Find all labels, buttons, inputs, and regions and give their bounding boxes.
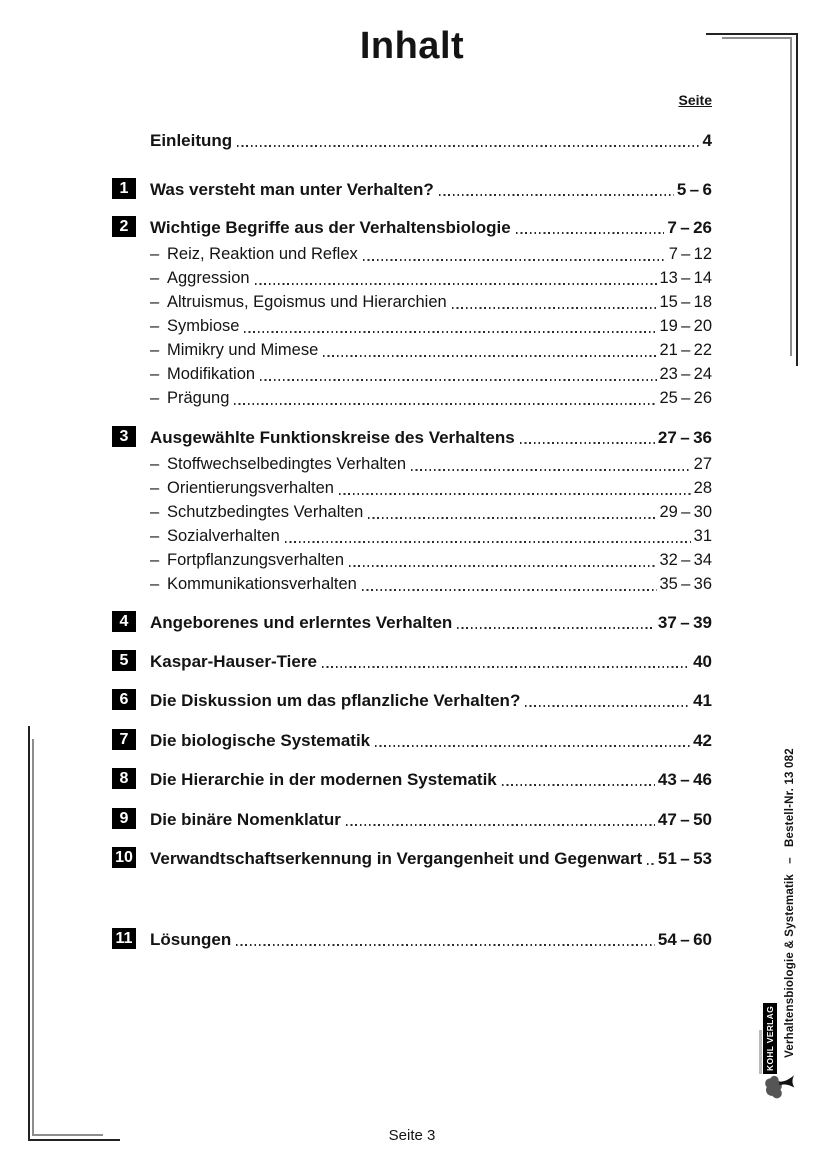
chapter-row-10 bbox=[112, 847, 712, 868]
corner-bracket-bottom-left-inner bbox=[32, 739, 103, 1136]
chapter-page-range: 5 – 6 bbox=[676, 180, 712, 199]
chapter-page-range: 40 bbox=[693, 652, 712, 671]
chapter-row-1 bbox=[112, 178, 712, 199]
sub-item-dash: – bbox=[150, 551, 160, 569]
dotted-leader bbox=[362, 589, 657, 591]
sub-item-dash: – bbox=[150, 293, 160, 311]
sub-item-page-range: 7 – 12 bbox=[668, 245, 712, 263]
dotted-leader bbox=[411, 469, 691, 471]
sub-item-label: Sozialverhalten bbox=[167, 527, 280, 545]
chapter-row-8 bbox=[112, 768, 712, 789]
chapter-number-badge: 6 bbox=[112, 689, 136, 710]
chapter-title: Was versteht man unter Verhalten? bbox=[150, 180, 434, 199]
chapter-page-range: 47 – 50 bbox=[657, 810, 712, 829]
dotted-leader bbox=[234, 403, 656, 405]
chapter-title: Kaspar-Hauser-Tiere bbox=[150, 652, 317, 671]
sub-item-page-range: 29 – 30 bbox=[659, 503, 712, 521]
sub-item-dash: – bbox=[150, 575, 160, 593]
chapter-row-4 bbox=[112, 611, 712, 632]
page-column-header: Seite bbox=[678, 92, 712, 108]
dotted-leader bbox=[439, 194, 674, 196]
chapter-title: Die Hierarchie in der modernen Systematik bbox=[150, 770, 497, 789]
chapter-title: Lösungen bbox=[150, 930, 232, 949]
sub-item-dash: – bbox=[150, 527, 160, 545]
chapter-number-badge: 4 bbox=[112, 611, 136, 632]
chapter-page-range: 54 – 60 bbox=[657, 930, 712, 949]
chapter-number-badge: 3 bbox=[112, 426, 136, 447]
dotted-leader bbox=[647, 863, 655, 865]
chapter-title: Die binäre Nomenklatur bbox=[150, 810, 341, 829]
corner-bracket-top-right-inner bbox=[722, 37, 792, 356]
sub-item-row bbox=[112, 389, 712, 408]
dotted-leader bbox=[322, 666, 690, 668]
sub-item-page-range: 35 – 36 bbox=[659, 575, 712, 593]
dotted-leader bbox=[502, 784, 655, 786]
sub-item-row bbox=[112, 503, 712, 522]
dotted-leader bbox=[339, 493, 691, 495]
sub-item-label: Aggression bbox=[167, 269, 250, 287]
sub-item-label: Mimikry und Mimese bbox=[167, 341, 319, 359]
sub-item-row bbox=[112, 245, 712, 264]
dotted-leader bbox=[457, 627, 655, 629]
publisher-logo bbox=[759, 1005, 805, 1100]
dotted-leader bbox=[520, 442, 655, 444]
dotted-leader bbox=[516, 232, 665, 234]
sub-item-row bbox=[112, 527, 712, 546]
dotted-leader bbox=[236, 944, 655, 946]
chapter-row-5 bbox=[112, 650, 712, 671]
sub-item-dash: – bbox=[150, 365, 160, 383]
chapter-page-range: 42 bbox=[693, 731, 712, 750]
sub-item-dash: – bbox=[150, 479, 160, 497]
sub-item-row bbox=[112, 269, 712, 288]
chapter-title: Ausgewählte Funktionskreise des Verhaltens bbox=[150, 428, 515, 447]
sub-item-page-range: 13 – 14 bbox=[659, 269, 712, 287]
chapter-number-badge: 5 bbox=[112, 650, 136, 671]
dotted-leader bbox=[237, 145, 699, 147]
chapter-number-badge: 11 bbox=[112, 928, 136, 949]
chapter-row-7 bbox=[112, 729, 712, 750]
chapter-number-badge: 8 bbox=[112, 768, 136, 789]
sub-item-label: Modifikation bbox=[167, 365, 256, 383]
sub-item-label: Reiz, Reaktion und Reflex bbox=[167, 245, 358, 263]
chapter-number-badge: 1 bbox=[112, 178, 136, 199]
sub-item-row bbox=[112, 365, 712, 384]
intro-page-number: 4 bbox=[702, 131, 712, 150]
dotted-leader bbox=[452, 307, 657, 309]
chapter-number-badge: 9 bbox=[112, 808, 136, 829]
sub-item-dash: – bbox=[150, 269, 160, 287]
chapter-number-badge: 10 bbox=[112, 847, 136, 868]
chapter-title: Wichtige Begriffe aus der Verhaltensbiologie bbox=[150, 218, 511, 237]
sub-item-page-range: 28 bbox=[693, 479, 712, 497]
dotted-leader bbox=[244, 331, 656, 333]
chapter-page-range: 51 – 53 bbox=[657, 849, 712, 868]
sub-item-label: Symbiose bbox=[167, 317, 240, 335]
sub-item-label: Schutzbedingtes Verhalten bbox=[167, 503, 364, 521]
toc-content bbox=[112, 0, 712, 949]
sub-item-row bbox=[112, 455, 712, 474]
chapter-page-range: 43 – 46 bbox=[657, 770, 712, 789]
sidebar-series-text: Verhaltensbiologie & Systematik – Bestell-Nr. 13 082 bbox=[784, 748, 796, 1058]
chapter-row-3 bbox=[112, 426, 712, 447]
sub-item-page-range: 32 – 34 bbox=[659, 551, 712, 569]
chapter-row-11 bbox=[112, 928, 712, 949]
chapter-row-2 bbox=[112, 216, 712, 237]
sub-item-row bbox=[112, 575, 712, 594]
dotted-leader bbox=[363, 259, 666, 261]
sub-item-page-range: 19 – 20 bbox=[659, 317, 712, 335]
dotted-leader bbox=[260, 379, 656, 381]
sub-item-row bbox=[112, 317, 712, 336]
publisher-name: KOHL VERLAG bbox=[763, 1003, 777, 1074]
sub-item-row bbox=[112, 479, 712, 498]
sub-item-row bbox=[112, 293, 712, 312]
chapter-title: Die Diskussion um das pflanzliche Verhalten? bbox=[150, 691, 521, 710]
logo-slogan-strip bbox=[759, 1030, 762, 1074]
chapter-number-badge: 7 bbox=[112, 729, 136, 750]
sub-item-page-range: 15 – 18 bbox=[659, 293, 712, 311]
sub-item-row bbox=[112, 551, 712, 570]
dotted-leader bbox=[255, 283, 657, 285]
chapter-row-6 bbox=[112, 689, 712, 710]
page-title: Inhalt bbox=[359, 25, 465, 67]
sub-item-label: Altruismus, Egoismus und Hierarchien bbox=[167, 293, 447, 311]
chapter-page-range: 41 bbox=[693, 691, 712, 710]
dotted-leader bbox=[349, 565, 656, 567]
chapter-page-range: 27 – 36 bbox=[657, 428, 712, 447]
sub-item-page-range: 27 bbox=[693, 455, 712, 473]
sub-item-dash: – bbox=[150, 245, 160, 263]
dotted-leader bbox=[346, 824, 655, 826]
dotted-leader bbox=[323, 355, 656, 357]
tree-icon bbox=[763, 1070, 799, 1100]
sub-item-page-range: 21 – 22 bbox=[659, 341, 712, 359]
chapter-title: Die biologische Systematik bbox=[150, 731, 371, 750]
chapter-page-range: 7 – 26 bbox=[667, 218, 712, 237]
chapter-title: Verwandtschaftserkennung in Vergangenheit und Gegenwart bbox=[150, 849, 643, 868]
sub-item-dash: – bbox=[150, 341, 160, 359]
sub-item-label: Stoffwechselbedingtes Verhalten bbox=[167, 455, 407, 473]
sub-item-dash: – bbox=[150, 503, 160, 521]
sub-item-page-range: 25 – 26 bbox=[659, 389, 712, 407]
sub-item-dash: – bbox=[150, 317, 160, 335]
sub-item-label: Fortpflanzungsverhalten bbox=[167, 551, 345, 569]
intro-label: Einleitung bbox=[150, 131, 233, 150]
page-footer: Seite 3 bbox=[388, 1127, 436, 1144]
publisher-name-block bbox=[759, 1003, 777, 1074]
chapter-title: Angeborenes und erlerntes Verhalten bbox=[150, 613, 453, 632]
dotted-leader bbox=[368, 517, 656, 519]
sub-item-page-range: 23 – 24 bbox=[659, 365, 712, 383]
dotted-leader bbox=[285, 541, 691, 543]
sub-item-dash: – bbox=[150, 455, 160, 473]
toc-intro-row bbox=[112, 131, 712, 150]
sub-item-label: Kommunikationsverhalten bbox=[167, 575, 357, 593]
sub-item-row bbox=[112, 341, 712, 360]
sub-item-dash: – bbox=[150, 389, 160, 407]
chapter-number-badge: 2 bbox=[112, 216, 136, 237]
sub-item-label: Prägung bbox=[167, 389, 230, 407]
sub-item-label: Orientierungsverhalten bbox=[167, 479, 334, 497]
sub-item-page-range: 31 bbox=[693, 527, 712, 545]
chapter-page-range: 37 – 39 bbox=[657, 613, 712, 632]
dotted-leader bbox=[525, 705, 690, 707]
dotted-leader bbox=[375, 745, 690, 747]
chapter-row-9 bbox=[112, 808, 712, 829]
